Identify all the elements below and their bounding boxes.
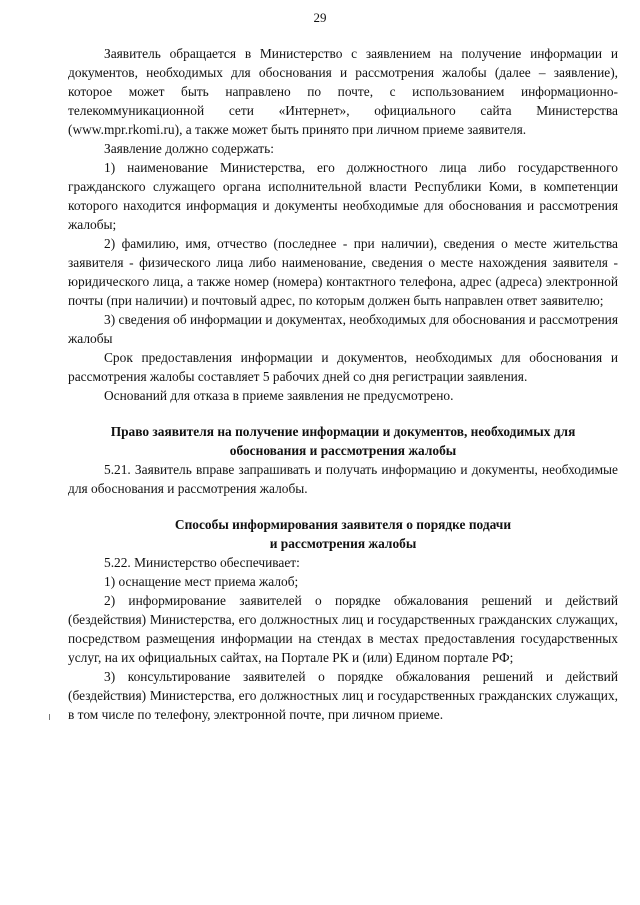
scan-artifact [49,714,50,720]
section-heading [68,515,618,553]
paragraph: Оснований для отказа в приеме заявления не предусмотрено. [104,388,454,403]
section-heading-line: обоснования и рассмотрения жалобы [229,443,457,458]
list-item: 1) оснащение мест приема жалоб; [104,574,299,589]
document-body [68,44,618,724]
list-item: 3) сведения об информации и документах, необходимых для обоснования и рассмотрения жалобы [68,312,618,346]
list-item: 2) информирование заявителей о порядке обжалования решений и действий (бездействия) Министерства, его должностных лиц и государственных гражданских служащих, посредством размещения информации на стендах в местах предоставления государственных услуг, на их официальных сайтах, на Портале РК и (или) Едином портале РФ; [68,593,618,665]
section-heading-line: Способы информирования заявителя о порядке подачи [174,517,512,532]
section-heading-line: Право заявителя на получение информации и документов, необходимых для [110,424,576,439]
paragraph: Заявление должно содержать: [104,141,274,156]
paragraph: Срок предоставления информации и документов, необходимых для обоснования и рассмотрения жалобы составляет 5 рабочих дней со дня регистрации заявления. [68,350,618,384]
list-item: 2) фамилию, имя, отчество (последнее - при наличии), сведения о месте жительства заявителя - физического лица либо наименование, сведения о месте нахождения заявителя - юридического лица, а также номер (номера) контактного телефона, адрес (адреса) электронной почты (при наличии) и почтовый адрес, по которым должен быть направлен ответ заявителю; [68,236,618,308]
list-item: 3) консультирование заявителей о порядке обжалования решений и действий (бездействия) Министерства, его должностных лиц и государственных гражданских служащих, в том числе по телефону, электронной почте, при личном приеме. [68,669,618,722]
paragraph: 5.22. Министерство обеспечивает: [104,555,300,570]
paragraph: 5.21. Заявитель вправе запрашивать и получать информацию и документы, необходимые для обоснования и рассмотрения жалобы. [68,462,618,496]
page-number: 29 [313,10,327,25]
section-heading [68,422,618,460]
paragraph: Заявитель обращается в Министерство с заявлением на получение информации и документов, необходимых для обоснования и рассмотрения жалобы (далее – заявление), которое может быть направлено по почте, с использованием информационно-телекоммуникационной сети «Интернет», официального сайта Министерства (www.mpr.rkomi.ru), а также может быть принято при личном приеме заявителя. [68,46,618,137]
section-heading-line: и рассмотрения жалобы [269,536,417,551]
list-item: 1) наименование Министерства, его должностного лица либо государственного гражданского служащего органа исполнительной власти Республики Коми, в компетенции которого находится информация и документы необходимые для обоснования и рассмотрения жалобы; [68,160,618,232]
